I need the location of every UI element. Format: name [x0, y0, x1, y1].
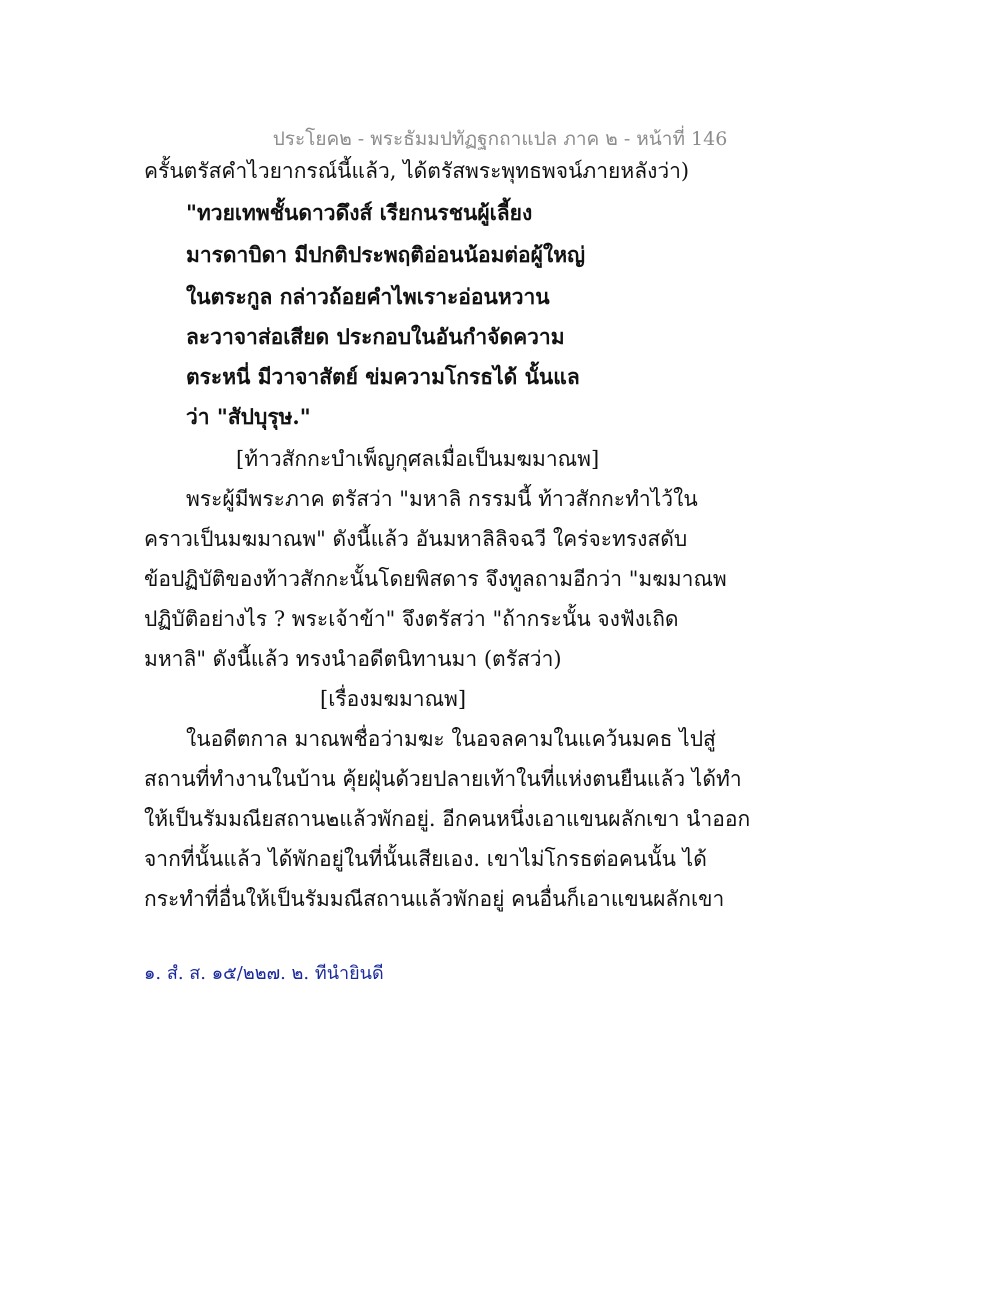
- verse-line: ละวาจาส่อเสียด ประกอบในอันกำจัดความ: [186, 324, 565, 349]
- section-heading: [เรื่องมฆมาณพ]: [320, 687, 467, 711]
- footnote: ๑. สํ. ส. ๑๕/๒๒๗. ๒. ทีนำยินดี: [144, 963, 384, 984]
- paragraph-line: ในอดีตกาล มาณพชื่อว่ามฆะ ในอจลคามในแคว้นมคธ ไปสู่: [186, 727, 716, 751]
- paragraph-line: ให้เป็นรัมมณียสถาน๒แล้วพักอยู่. อีกคนหนึ่งเอาแขนผลักเขา นำออก: [144, 807, 751, 831]
- verse-line: ในตระกูล กล่าวถ้อยคำไพเราะอ่อนหวาน: [186, 284, 550, 309]
- paragraph-line: จากที่นั้นแล้ว ได้พักอยู่ในที่นั้นเสียเอง. เขาไม่โกรธต่อคนนั้น ได้: [144, 847, 707, 871]
- verse-line: "ทวยเทพชั้นดาวดึงส์ เรียกนรชนผู้เลี้ยง: [186, 200, 533, 225]
- verse-line: ตระหนี่ มีวาจาสัตย์ ข่มความโกรธได้ นั้นแล: [186, 364, 580, 389]
- paragraph-line: ข้อปฏิบัติของท้าวสักกะนั้นโดยพิสดาร จึงทูลถามอีกว่า "มฆมาณพ: [144, 567, 727, 591]
- paragraph-line: ปฏิบัติอย่างไร ? พระเจ้าข้า" จึงตรัสว่า "ถ้ากระนั้น จงฟังเถิด: [144, 607, 679, 631]
- verse-line: มารดาบิดา มีปกติประพฤติอ่อนน้อมต่อผู้ใหญ่: [186, 242, 585, 267]
- intro-line: ครั้นตรัสคำไวยากรณ์นี้แล้ว, ได้ตรัสพระพุทธพจน์ภายหลังว่า): [144, 159, 690, 183]
- paragraph-line: คราวเป็นมฆมาณพ" ดังนี้แล้ว อันมหาลิลิจฉวี ใคร่จะทรงสดับ: [144, 527, 688, 551]
- paragraph-line: พระผู้มีพระภาค ตรัสว่า "มหาลิ กรรมนี้ ท้าวสักกะทำไว้ใน: [186, 487, 698, 511]
- section-heading: [ท้าวสักกะบำเพ็ญกุศลเมื่อเป็นมฆมาณพ]: [236, 447, 600, 471]
- page-header: ประโยค๒ - พระธัมมปทัฏฐกถาแปล ภาค ๒ - หน้าที่ 146: [272, 128, 728, 150]
- paragraph-line: กระทำที่อื่นให้เป็นรัมมณีสถานแล้วพักอยู่ คนอื่นก็เอาแขนผลักเขา: [144, 887, 725, 911]
- verse-line: ว่า "สัปบุรุษ.": [186, 404, 311, 429]
- paragraph-line: มหาลิ" ดังนี้แล้ว ทรงนำอดีตนิทานมา (ตรัสว่า): [144, 647, 562, 671]
- paragraph-line: สถานที่ทำงานในบ้าน คุ้ยฝุ่นด้วยปลายเท้าในที่แห่งตนยืนแล้ว ได้ทำ: [144, 767, 742, 791]
